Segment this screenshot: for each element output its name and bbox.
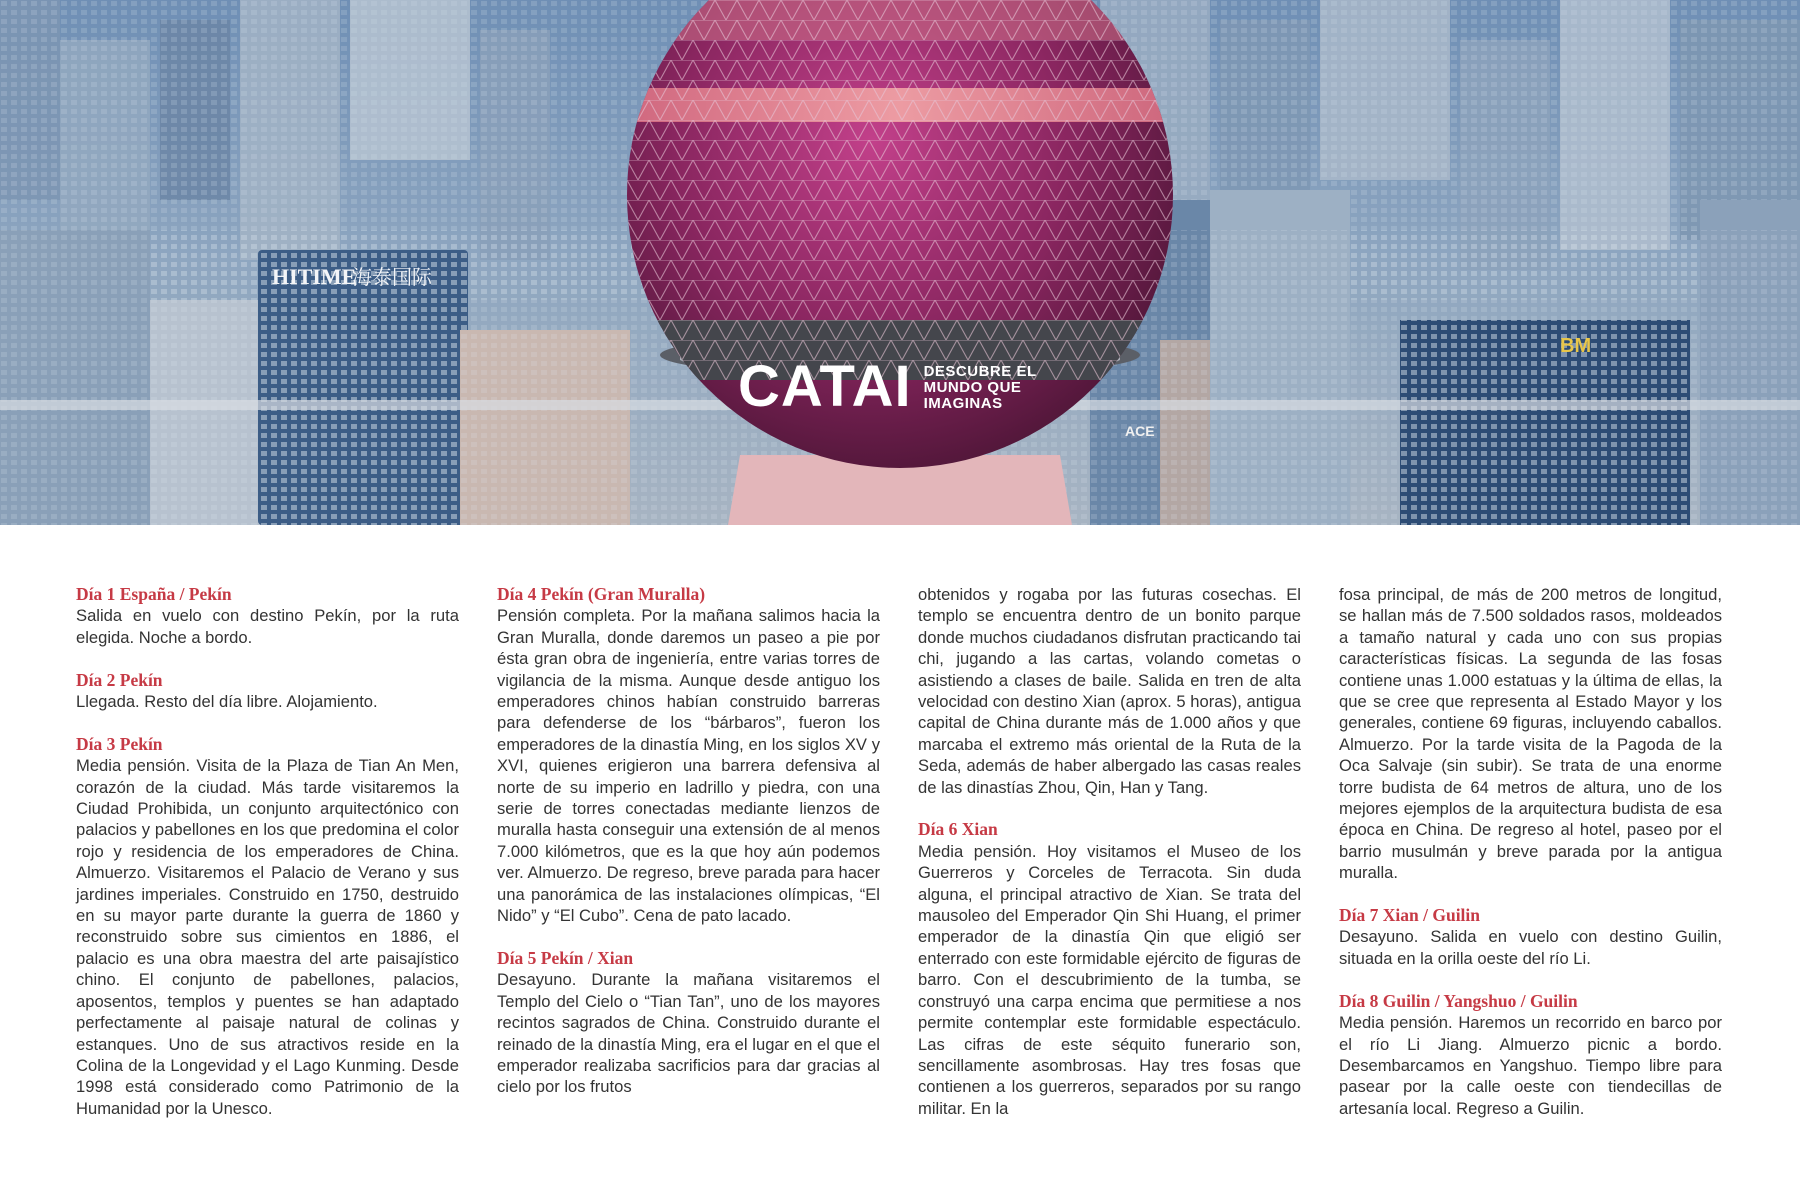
itinerary-columns <box>76 584 1726 1144</box>
day-title: Día 5 Pekín / Xian <box>497 947 634 968</box>
day-block <box>76 584 459 648</box>
day-block <box>497 584 880 927</box>
day-text: obtenidos y rogaba por las futuras cosechas. El templo se encuentra dentro de un bonito parque donde muchos ciudadanos disfrutan practicando tai chi, jugando a las cartas, volando cometas o asistiendo a clases de baile. Salida en tren de alta velocidad con destino Xian (aprox. 5 horas), antigua capital de China durante más de 1.000 años y que marcaba el extremo más oriental de la Ruta de la Seda, además de haber albergado las casas reales de las dinastías Zhou, Qin, Han y Tang. <box>918 585 1301 797</box>
day-title: Día 4 Pekín (Gran Muralla) <box>497 584 706 604</box>
day-block <box>76 734 459 1119</box>
day-block <box>1339 991 1722 1119</box>
day-block <box>918 819 1301 1119</box>
day-text: Salida en vuelo con destino Pekín, por la ruta elegida. Noche a bordo. <box>76 606 459 647</box>
hitime-sign: HITIME <box>272 264 357 289</box>
day-block <box>76 670 459 713</box>
day-title: Día 7 Xian / Guilin <box>1339 905 1481 926</box>
ace-sign: ACE <box>1125 423 1155 439</box>
day-title: Día 8 Guilin / Yangshuo / Guilin <box>1339 990 1578 1011</box>
day-text: Desayuno. Durante la mañana visitaremos el Templo del Cielo o “Tian Tan”, uno de los mayores recintos sagrados de China. Construido durante el reinado de la dinastía Ming, era el lugar en el que el emperador realizaba sacrificios para dar gracias al cielo por los frutos <box>497 970 880 1097</box>
day-text: Media pensión. Visita de la Plaza de Tian An Men, corazón de la ciudad. Más tarde visitaremos la Ciudad Prohibida, un conjunto arquitectónico con palacios y pabellones en los que predomina el color rojo y residencia de los emperadores de China. Almuerzo. Visitaremos el Palacio de Verano y sus jardines imperiales. Construido en 1750, destruido en su mayor parte durante la guerra de 1860 y reconstruido sobre sus cimientos en 1886, el palacio es una obra maestra del arte paisajístico chino. El conjunto de pabellones, palacios, aposentos, templos y puentes se han adaptado perfectamente al paisaje natural de colinas y estanques. Uno de sus atractivos reside en la Colina de la Longevidad y el Lago Kunming. Desde 1998 está considerado como Patrimonio de la Humanidad por la Unesco. <box>76 756 459 1118</box>
day-title: Día 6 Xian <box>918 819 998 840</box>
day-text: Media pensión. Hoy visitamos el Museo de los Guerreros y Corceles de Terracota. Sin duda alguna, el principal atractivo de Xian. Se trata del mausoleo del Emperador Qin Shi Huang, el primer emperador de la dinastía Qin que eligió ser enterrado con este formidable ejército de figuras de barro. Con el descubrimiento de la tumba, se construyó una carpa encima que permitiese a nos permite contemplar este formidable espectáculo. Las cifras de este séquito funerario son, sencillamente asombrosas. Hay tres fosas que contienen a los guerreros, separados por su rango militar. En la <box>918 841 1301 1118</box>
day-text: Media pensión. Haremos un recorrido en barco por el río Li Jiang. Almuerzo picnic a bordo. Desembarcamos en Yangshuo. Tiempo libre para pasear por la calle oeste con tiendecillas de artesanía local. Regreso a Guilin. <box>1339 1013 1722 1118</box>
day-title: Día 1 España / Pekín <box>76 584 232 604</box>
day-block <box>497 948 880 1098</box>
day-text: Llegada. Resto del día libre. Alojamiento. <box>76 692 378 712</box>
day-text: Pensión completa. Por la mañana salimos hacia la Gran Muralla, donde daremos un paseo a pie por ésta gran obra de ingeniería, entre varias torres de vigilancia de la misma. Aunque desde antiguo los emperadores chinos habían construido barreras para defenderse de los “bárbaros”, fueron los emperadores de la dinastía Ming, en los siglos XV y XVI, quienes erigieron una barrera defensiva al norte de su imperio en ladrillo y piedra, con una serie de torres conectadas mediante lienzos de muralla hasta conseguir una extensión de al menos 7.000 kilómetros, que es la que hoy aún podemos ver. Almuerzo. De regreso, breve parada para hacer una panorámica de las instalaciones olímpicas, “El Nido” y “El Cubo”. Cena de pato lacado. <box>497 606 880 926</box>
day-block <box>1339 905 1722 969</box>
hero-photo <box>0 0 1800 525</box>
day-title: Día 3 Pekín <box>76 733 163 754</box>
column-4 <box>1339 584 1722 1144</box>
brand-name: CATAI <box>738 356 912 412</box>
column-3 <box>918 584 1301 1144</box>
day-block-continued <box>1339 584 1722 884</box>
column-2 <box>497 584 880 1144</box>
day-text: fosa principal, de más de 200 metros de longitud, se hallan más de 7.500 soldados rasos, moldeados a tamaño natural y cada uno con sus propias características físicas. La segunda de las fosas contiene unas 1.000 estatuas y la última de ellas, la que se cree que representa al Estado Mayor y los generales, contiene 69 figuras, incluyendo caballos. Almuerzo. Por la tarde visita de la Pagoda de la Oca Salvaje (sin subir). Se trata de una enorme torre budista de 64 metros de altura, uno de los mejores ejemplos de la arquitectura budista de esa época en China. De regreso al hotel, paseo por el barrio musulmán y breve parada por la antigua muralla. <box>1339 585 1722 883</box>
bm-sign: BM <box>1560 335 1592 357</box>
column-1 <box>76 584 459 1144</box>
day-block-continued <box>918 584 1301 798</box>
day-text: Desayuno. Salida en vuelo con destino Guilin, situada en la orilla oeste del río Li. <box>1339 927 1722 968</box>
building-sign-cn: 海泰国际 <box>352 265 432 289</box>
catai-logo <box>738 356 1054 412</box>
day-title: Día 2 Pekín <box>76 669 163 690</box>
city-skyline-illustration <box>0 0 1800 525</box>
brand-tagline: DESCUBRE EL MUNDO QUE IMAGINAS <box>923 363 1037 412</box>
